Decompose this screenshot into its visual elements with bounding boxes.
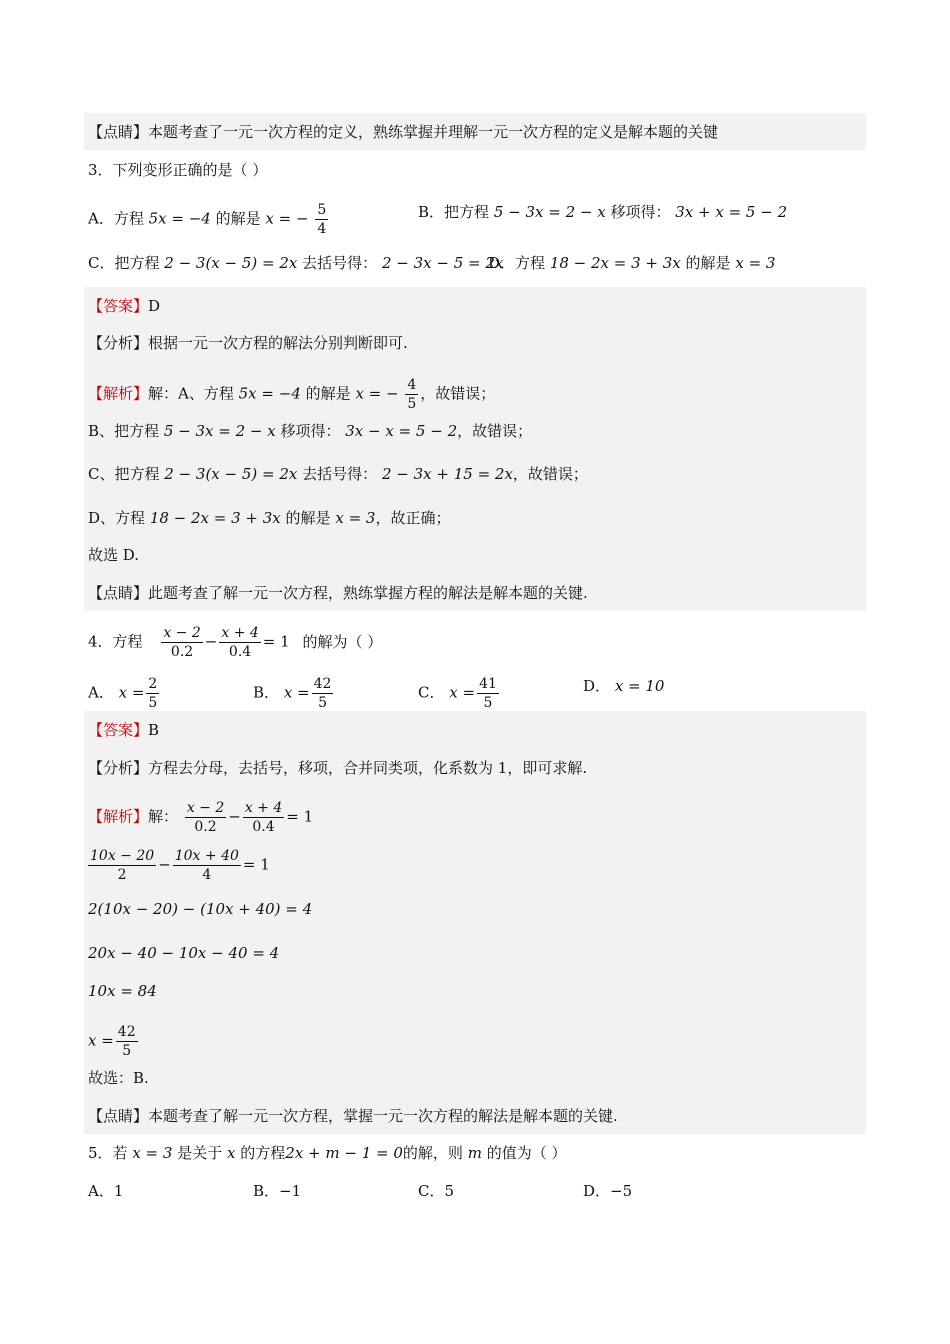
tip-label: 【点睛】 — [88, 123, 149, 141]
fraction — [219, 625, 260, 660]
analysis-text: 根据一元一次方程的解法分别判断即可. — [148, 334, 408, 352]
tip-text: 本题考查了解一元一次方程，掌握一元一次方程的解法是解本题的关键. — [148, 1107, 618, 1125]
math-eq: = 1 — [286, 807, 314, 826]
fraction — [312, 676, 334, 711]
math-eq: 2 − 3(x − 5) = 2x — [164, 465, 298, 483]
q5-option-c: C．5 — [418, 1182, 455, 1200]
denominator: 0.4 — [252, 819, 275, 835]
solution-text: D、方程 — [88, 509, 146, 527]
denominator: 5 — [318, 695, 327, 711]
analysis-label: 【分析】 — [88, 759, 149, 777]
option-label: D．方程 — [488, 254, 546, 272]
q3-option-b — [418, 202, 787, 222]
fraction — [477, 676, 499, 711]
math-eq: = 1 — [242, 855, 270, 874]
q5-stem — [88, 1143, 567, 1163]
q4-solution-step6 — [88, 1024, 140, 1059]
math-eq: 2 − 3x + 15 = 2x — [381, 465, 513, 483]
fraction — [405, 377, 418, 412]
denominator: 0.2 — [194, 819, 217, 835]
denominator: 5 — [122, 1043, 132, 1059]
q4-option-a — [88, 676, 161, 711]
q5-option-d: D．−5 — [583, 1182, 633, 1200]
q5-option-b: B．−1 — [253, 1182, 302, 1200]
stem-text: 的方程 — [240, 1144, 286, 1162]
answer-value: D — [148, 297, 161, 315]
numerator: x + 4 — [221, 625, 259, 641]
answer-value: B — [148, 721, 160, 739]
q3-choose: 故选 D. — [88, 546, 140, 564]
q3-option-c — [88, 253, 503, 273]
fraction — [146, 676, 159, 711]
stem-text: 5．若 — [88, 1144, 128, 1162]
math-eq: x = — [118, 683, 145, 702]
answer-label: 【答案】 — [88, 297, 149, 315]
q4-option-d — [583, 676, 664, 696]
numerator: 42 — [117, 1024, 136, 1040]
q4-option-c — [418, 676, 501, 711]
option-label: C．把方程 — [88, 254, 160, 272]
math-eq: x = — [449, 683, 476, 702]
solution-text: B、把方程 — [88, 422, 160, 440]
numerator: 4 — [407, 377, 417, 393]
option-text: 的解是 — [685, 254, 731, 272]
fraction — [88, 848, 156, 883]
option-text: 移项得： — [610, 203, 671, 221]
denominator: 4 — [317, 221, 327, 237]
q3-answer — [88, 296, 160, 316]
option-text: 的解是 — [215, 209, 261, 228]
math-eq: 5x = −4 — [148, 209, 211, 228]
q4-tip — [88, 1106, 618, 1126]
numerator: 2 — [148, 676, 158, 692]
option-label: B． — [253, 683, 280, 702]
q3-solution-d — [88, 508, 450, 528]
q4-solution-step1 — [88, 800, 313, 835]
numerator: 10x + 40 — [174, 848, 239, 864]
math-eq: 5 − 3x = 2 − x — [493, 203, 606, 221]
solution-text: ，故错误； — [457, 422, 533, 440]
q4-choose: 故选：B. — [88, 1069, 149, 1087]
fraction — [161, 625, 202, 660]
stem-text: 的解，则 — [402, 1144, 463, 1162]
q5-option-a: A．1 — [88, 1182, 124, 1200]
numerator: x − 2 — [186, 800, 225, 816]
denominator: 2 — [117, 867, 127, 883]
math-eq: x = — [283, 683, 310, 702]
q4-solution-step5: 10x = 84 — [88, 982, 157, 1000]
math-eq: 2 − 3x − 5 = 2x — [381, 254, 504, 272]
denominator: 0.2 — [170, 644, 194, 660]
q4-stem — [88, 625, 382, 660]
math-eq: x = — [88, 1031, 114, 1050]
denominator: 5 — [483, 695, 493, 711]
q3-option-a — [88, 202, 330, 237]
solution-text: 解：A、方程 — [148, 384, 234, 403]
fraction — [173, 848, 241, 883]
tip-label: 【点睛】 — [88, 584, 149, 602]
solution-text: 移项得： — [280, 422, 341, 440]
answer-label: 【答案】 — [88, 721, 149, 739]
option-label: D． — [583, 677, 611, 695]
q3-stem: 3．下列变形正确的是（ ） — [88, 161, 268, 179]
solution-text: C、把方程 — [88, 465, 160, 483]
math-eq: 18 − 2x = 3 + 3x — [549, 254, 681, 272]
solution-text: 去括号得： — [302, 465, 378, 483]
math-eq: 18 − 2x = 3 + 3x — [149, 509, 281, 527]
math-eq: 2x + m − 1 = 0 — [285, 1144, 403, 1162]
option-label: A．方程 — [88, 209, 144, 228]
operator: − — [204, 632, 218, 651]
q4-option-b — [253, 676, 335, 711]
solution-text: ，故错误； — [512, 465, 588, 483]
q3-option-d — [488, 253, 775, 273]
q3-tip — [88, 583, 588, 603]
math-eq: 3x − x = 5 − 2 — [345, 422, 458, 440]
denominator: 5 — [148, 695, 158, 711]
denominator: 5 — [407, 396, 417, 412]
math-eq: x = 3 — [132, 1144, 173, 1162]
math-eq: x = 3 — [335, 509, 376, 527]
stem-text: 的值为（ ） — [486, 1144, 567, 1162]
q3-solution-a — [88, 377, 495, 412]
fraction — [315, 202, 328, 237]
q4-solution-step3: 2(10x − 20) − (10x + 40) = 4 — [88, 900, 313, 918]
solution-text: 的解是 — [305, 384, 351, 403]
option-label: A． — [88, 683, 114, 702]
q4-answer — [88, 720, 159, 740]
tip-text: 此题考查了解一元一次方程，熟练掌握方程的解法是解本题的关键. — [148, 584, 588, 602]
solution-text: 解： — [148, 807, 179, 826]
q2-tip-line — [88, 122, 718, 142]
numerator: 41 — [479, 676, 497, 692]
math-eq: x = 10 — [614, 677, 665, 695]
solution-label: 【解析】 — [88, 384, 149, 403]
tip-label: 【点睛】 — [88, 1107, 149, 1125]
q4-analysis — [88, 758, 587, 778]
math-eq: x = 3 — [735, 254, 776, 272]
denominator: 4 — [202, 867, 212, 883]
stem-text: 的解为（ ） — [302, 632, 383, 651]
numerator: 10x − 20 — [90, 848, 155, 864]
solution-label: 【解析】 — [88, 807, 149, 826]
math-eq: 2 − 3(x − 5) = 2x — [164, 254, 298, 272]
numerator: 42 — [313, 676, 332, 692]
denominator: 0.4 — [228, 644, 252, 660]
option-label: C． — [418, 683, 445, 702]
fraction — [243, 800, 284, 835]
q4-solution-step4: 20x − 40 − 10x − 40 = 4 — [88, 944, 280, 962]
operator: − — [158, 855, 171, 874]
math-var: x — [227, 1144, 236, 1162]
numerator: x − 2 — [163, 625, 201, 641]
solution-text: ，故错误； — [420, 384, 496, 403]
q3-solution-c — [88, 464, 588, 484]
option-text: 去括号得： — [302, 254, 378, 272]
numerator: x + 4 — [244, 800, 283, 816]
numerator: 5 — [317, 202, 327, 218]
fraction — [185, 800, 226, 835]
math-eq: 5x = −4 — [238, 384, 301, 403]
math-eq: 3x + x = 5 − 2 — [675, 203, 788, 221]
fraction — [116, 1024, 138, 1059]
analysis-text: 方程去分母，去括号，移项，合并同类项，化系数为 1，即可求解. — [148, 759, 588, 777]
solution-text: 的解是 — [285, 509, 331, 527]
math-var: m — [467, 1144, 482, 1162]
stem-text: 4．方程 — [88, 632, 143, 651]
solution-text: ，故正确； — [375, 509, 451, 527]
q3-analysis — [88, 333, 408, 353]
option-label: B．把方程 — [418, 203, 490, 221]
math-eq: = 1 — [262, 632, 290, 651]
stem-text: 是关于 — [177, 1144, 223, 1162]
q3-solution-b — [88, 421, 532, 441]
analysis-label: 【分析】 — [88, 334, 149, 352]
math-eq: 5 − 3x = 2 − x — [163, 422, 276, 440]
q4-solution-step2 — [86, 848, 270, 883]
math-eq: x = − — [265, 209, 309, 228]
tip-text: 本题考查了一元一次方程的定义，熟练掌握并理解一元一次方程的定义是解本题的关键 — [148, 123, 719, 141]
operator: − — [228, 807, 241, 826]
math-eq: x = − — [355, 384, 399, 403]
